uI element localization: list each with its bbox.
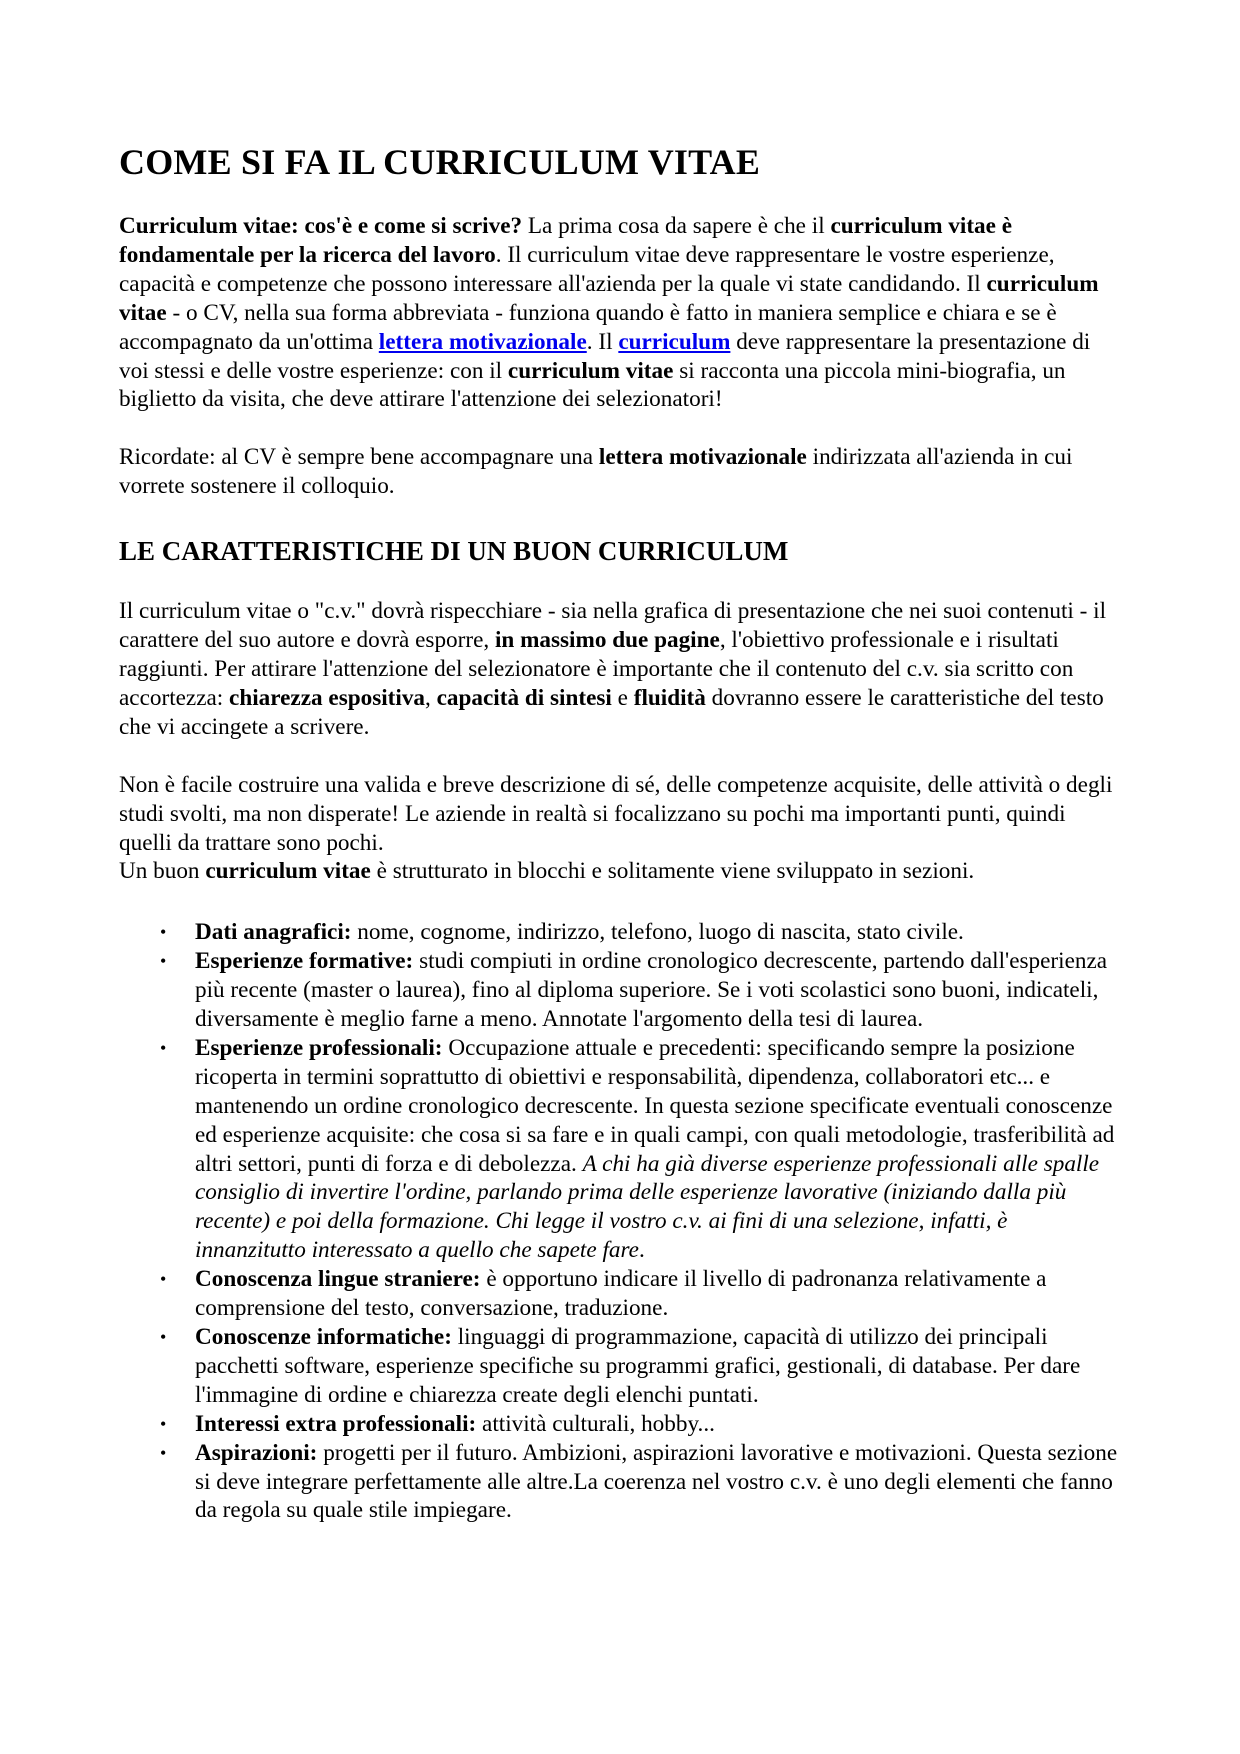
- list-item-interessi-extra: • Interessi extra professionali: attività culturali, hobby...: [160, 1410, 715, 1437]
- bullet-icon: •: [160, 1037, 167, 1058]
- bullet-icon: •: [160, 1442, 167, 1463]
- cv-sections-list: [119, 918, 1119, 1525]
- list-item-esperienze-professionali: • Esperienze professionali: Occupazione attuale e precedenti: specificando sempre la posizione ricoperta in termini soprattutto di obiettivi e responsabilità, dipendenza, collaboratori etc... e mantenendo un ordine cronologico decrescente. In questa sezione specificate eventuali conoscenze ed esperienze acquisite: che cosa si sa fare e in quali campi, con quali metodologie, trasferibilità ad altri settori, punti di forza e di debolezza. A chi ha già diverse esperienze professionali alle spalle consiglio di invertire l'ordine, parlando prima delle esperienze lavorative (iniziando dalla più recente) e poi della formazione. Chi legge il vostro c.v. ai fini di una selezione, infatti, è innanzitutto interessato a quello che sapete fare.: [160, 1034, 1115, 1264]
- bullet-icon: •: [160, 922, 167, 943]
- descrizione-paragraph: Non è facile costruire una valida e breve descrizione di sé, delle competenze acquisite, delle attività o degli studi svolti, ma non disperate! Le aziende in realtà si focalizzano su pochi ma importanti punti, quindi quelli da trattare sono pochi. Un buon curriculum vitae è strutturato in blocchi e solitamente viene sviluppato in sezioni.: [119, 771, 1113, 885]
- section-heading-caratteristiche: LE CARATTERISTICHE DI UN BUON CURRICULUM: [119, 536, 789, 567]
- link-lettera-motivazionale[interactable]: lettera motivazionale: [378, 328, 587, 355]
- bullet-icon: •: [160, 1269, 167, 1290]
- link-curriculum[interactable]: curriculum: [618, 328, 731, 355]
- list-item-aspirazioni: • Aspirazioni: progetti per il futuro. Ambizioni, aspirazioni lavorative e motivazioni. Questa sezione si deve integrare perfettamente alle altre.La coerenza nel vostro c.v. è uno degli elementi che fanno da regola su quale stile impiegare.: [160, 1439, 1118, 1524]
- page-title: COME SI FA IL CURRICULUM VITAE: [119, 142, 761, 182]
- bullet-icon: •: [160, 951, 167, 972]
- italic-advice: A chi ha già diverse esperienze professionali alle spalle consiglio di invertire l'ordine, parlando prima delle esperienze lavorative (iniziando dalla più recente) e poi della formazione. Chi legge il vostro c.v. ai fini di una selezione, infatti, è innanzitutto interessato a quello che sapete fare: [195, 1150, 1100, 1264]
- document-page: [119, 140, 1119, 1525]
- bullet-icon: •: [160, 1327, 167, 1347]
- bullet-icon: •: [160, 1413, 167, 1434]
- list-item-esperienze-formative: • Esperienze formative: studi compiuti in ordine cronologico decrescente, partendo dall'esperienza più recente (master o laurea), fino al diploma superiore. Se i voti scolastici sono buoni, indicateli, diversamente è meglio farne a meno. Annotate l'argomento della tesi di laurea.: [160, 948, 1108, 1033]
- intro-question: Curriculum vitae: cos'è e come si scrive?: [119, 213, 523, 239]
- list-item-conoscenze-informatiche: • Conoscenze informatiche: linguaggi di programmazione, capacità di utilizzo dei principali pacchetti software, esperienze specifiche su programmi grafici, gestionali, di database. Per dare l'immagine di ordine e chiarezza create degli elenchi puntati.: [160, 1324, 1081, 1408]
- list-item-lingue-straniere: • Conoscenza lingue straniere: è opportuno indicare il livello di padronanza relativamente a comprensione del testo, conversazione, traduzione.: [160, 1266, 1047, 1322]
- intro-paragraph: Curriculum vitae: cos'è e come si scrive? La prima cosa da sapere è che il curriculum vitae è fondamentale per la ricerca del lavoro. Il curriculum vitae deve rappresentare le vostre esperienze, capacità e competenze che possono interessare all'azienda per la quale vi state candidando. Il curriculum vitae - o CV, nella sua forma abbreviata - funziona quando è fatto in maniera semplice e chiara e se è accompagnato da un'ottima lettera motivazionale. Il curriculum deve rappresentare la presentazione di voi stessi e delle vostre esperienze: con il curriculum vitae si racconta una piccola mini-biografia, un biglietto da visita, che deve attirare l'attenzione dei selezionatori!: [119, 213, 1099, 413]
- list-item-dati-anagrafici: • Dati anagrafici: nome, cognome, indirizzo, telefono, luogo di nascita, stato civile.: [160, 919, 964, 946]
- caratteristiche-paragraph: Il curriculum vitae o "c.v." dovrà rispecchiare - sia nella grafica di presentazione che nei suoi contenuti - il carattere del suo autore e dovrà esporre, in massimo due pagine, l'obiettivo professionale e i risultati raggiunti. Per attirare l'attenzione del selezionatore è importante che il contenuto del c.v. sia scritto con accortezza: chiarezza espositiva, capacità di sintesi e fluidità dovranno essere le caratteristiche del testo che vi accingete a scrivere.: [119, 598, 1107, 740]
- reminder-paragraph: Ricordate: al CV è sempre bene accompagnare una lettera motivazionale indirizzata all'azienda in cui vorrete sostenere il colloquio.: [119, 444, 1073, 500]
